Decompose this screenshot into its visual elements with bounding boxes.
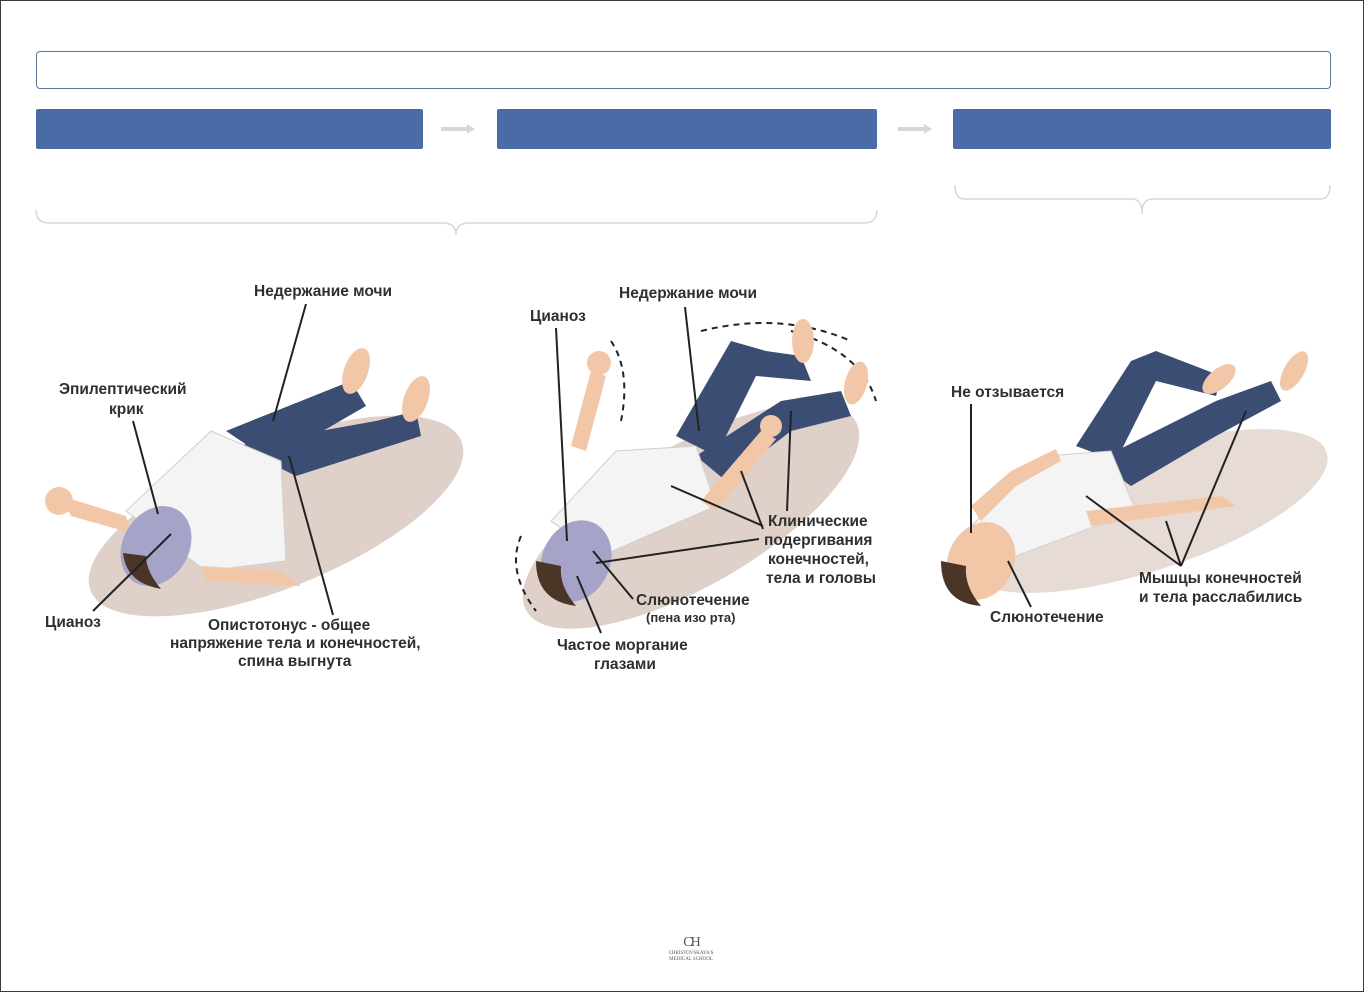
title-box — [36, 51, 1331, 89]
arrow-right-icon-2 — [898, 122, 934, 136]
arrow-right-icon — [441, 122, 477, 136]
phase-bar-3 — [953, 109, 1331, 149]
label-epileptic-cry-1: Эпилептический — [59, 381, 187, 398]
tonic-phase-illustration — [31, 271, 471, 691]
label-cyanosis: Цианоз — [45, 614, 101, 631]
label-blinking-2: глазами — [594, 656, 656, 673]
label-salivation: Слюнотечение — [990, 609, 1104, 626]
label-epileptic-cry-2: крик — [109, 401, 144, 418]
label-muscles-relaxed-2: и тела расслабились — [1139, 589, 1303, 606]
phase-bar-2 — [497, 109, 877, 149]
school-logo — [661, 935, 721, 963]
label-cyanosis: Цианоз — [530, 308, 586, 325]
label-blinking-1: Частое моргание — [557, 637, 688, 654]
label-opisthotonus-2: напряжение тела и конечностей, — [170, 635, 421, 652]
phase-bar-1 — [36, 109, 423, 149]
figure-clonic-phase — [481, 271, 921, 691]
figure-relaxation-phase — [916, 271, 1356, 691]
relaxation-phase-illustration — [916, 271, 1356, 691]
label-clonic-3: конечностей, — [768, 551, 869, 568]
clonic-phase-illustration — [481, 271, 921, 691]
logo-line-1: CHRISTOVSKAYA'S — [668, 951, 714, 956]
label-urine-incontinence: Недержание мочи — [254, 283, 393, 300]
logo-line-2: MEDICAL SCHOOL — [669, 957, 713, 962]
label-opisthotonus-1: Опистотонус - общее — [208, 617, 371, 634]
label-muscles-relaxed-1: Мышцы конечностей — [1139, 570, 1302, 587]
label-clonic-4: тела и головы — [766, 570, 877, 587]
label-clonic-1: Клинические — [768, 513, 868, 530]
label-clonic-2: подергивания — [764, 532, 873, 549]
label-opisthotonus-3: спина выгнута — [238, 653, 352, 670]
label-salivation-1: Слюнотечение — [636, 592, 750, 609]
figure-tonic-phase — [31, 271, 471, 691]
label-unresponsive: Не отзывается — [951, 384, 1065, 401]
logo-mark: CH — [683, 935, 699, 950]
label-urine-incontinence: Недержание мочи — [619, 285, 758, 302]
bracket-phases-1-2 — [35, 209, 880, 241]
bracket-phase-3 — [954, 184, 1334, 218]
label-salivation-2: (пена изо рта) — [646, 610, 736, 625]
